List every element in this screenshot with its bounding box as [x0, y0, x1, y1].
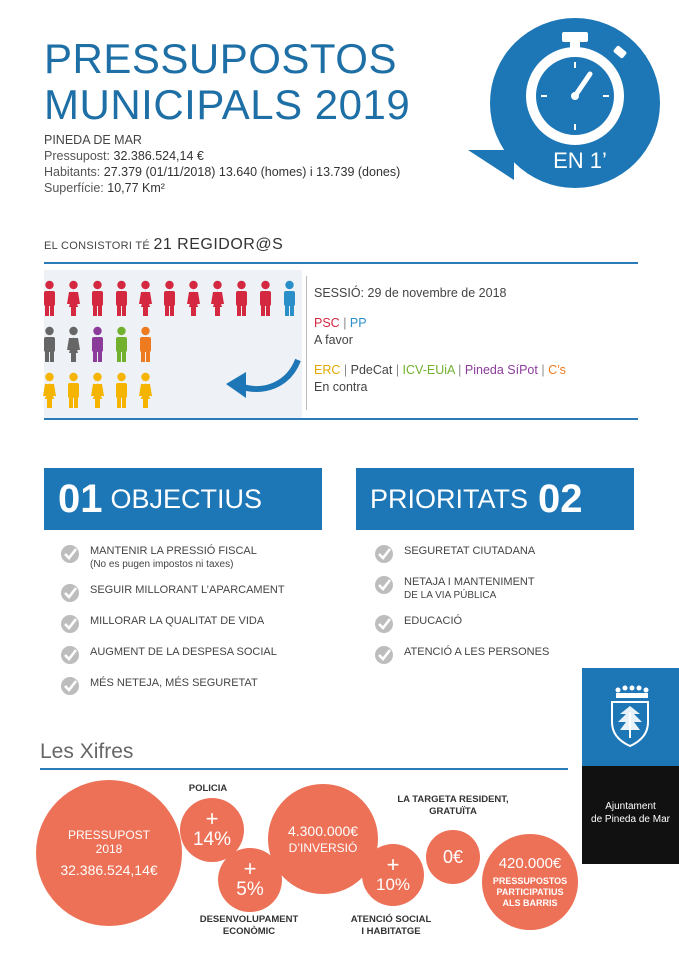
- surface-label: Superfície:: [44, 181, 104, 195]
- objectius-number: 01: [58, 476, 103, 521]
- prioritats-label: PRIORITATS: [370, 483, 529, 514]
- person-icon: [88, 372, 107, 408]
- row-minority-2: [40, 372, 155, 408]
- prioritats-number: 02: [538, 476, 583, 521]
- desenvolupament-label: DESENVOLUPAMENT ECONÒMIC: [199, 914, 299, 937]
- check-icon: [374, 614, 394, 634]
- social-label: ATENCIÓ SOCIAL I HABITATGE: [350, 914, 432, 937]
- check-icon: [60, 583, 80, 603]
- objectius-banner: [44, 468, 322, 530]
- coat-of-arms-icon: [582, 668, 679, 766]
- barris-circle: 420.000€ PRESSUPOSTOS PARTICIPATIUS ALS BARRIS: [482, 834, 578, 930]
- divider: [44, 418, 638, 420]
- prioritats-list: [374, 544, 574, 676]
- favor-text: A favor: [314, 333, 353, 347]
- party-sipot: Pineda SíPot: [464, 363, 538, 377]
- surface-value: 10,77 Km²: [107, 181, 165, 195]
- row-minority-1: [40, 326, 155, 362]
- check-icon: [374, 544, 394, 564]
- objectius-label: OBJECTIUS: [110, 483, 263, 514]
- check-icon: [60, 645, 80, 665]
- person-icon: [112, 280, 131, 316]
- person-icon: [112, 326, 131, 362]
- person-icon: [40, 372, 59, 408]
- party-erc: ERC: [314, 363, 341, 377]
- policia-circle: + 14%: [180, 798, 244, 862]
- consistori-label: EL CONSISTORI TÉ: [44, 240, 151, 252]
- person-icon: [88, 326, 107, 362]
- against-text: En contra: [314, 380, 368, 394]
- title-line-1: PRESSUPOSTOS: [44, 35, 397, 82]
- inhabitants-value: 27.379 (01/11/2018) 13.640 (homes) i 13.739 (dones): [103, 165, 401, 179]
- person-icon: [184, 280, 203, 316]
- session-date: SESSIÓ: 29 de novembre de 2018: [314, 286, 507, 300]
- prioritats-banner: [356, 468, 634, 530]
- person-icon: [64, 280, 83, 316]
- social-circle: + 10%: [362, 844, 424, 906]
- inhabitants-label: Habitants:: [44, 165, 101, 179]
- list-item: AUGMENT DE LA DESPESA SOCIAL: [60, 645, 350, 665]
- session-info: SESSIÓ: 29 de novembre de 2018 PSC | PP A favor ERC | PdeCat | ICV-EUiA | Pineda SíPot | C’s En contra: [314, 285, 644, 396]
- list-item: MILLORAR LA QUALITAT DE VIDA: [60, 614, 350, 634]
- town-info: [44, 132, 400, 196]
- list-item: SEGUIR MILLORANT L’APARCAMENT: [60, 583, 350, 603]
- person-icon: [208, 280, 227, 316]
- desenvolupament-circle: + 5%: [218, 848, 282, 912]
- person-icon: [64, 372, 83, 408]
- targeta-label: LA TARGETA RESIDENT, GRATUÏTA: [397, 794, 509, 817]
- logo-emblem: [582, 668, 679, 766]
- party-icv: ICV-EUiA: [402, 363, 455, 377]
- budget-circle: PRESSUPOST 2018 32.386.524,14€: [36, 780, 182, 926]
- divider: [44, 262, 638, 264]
- policia-label: POLICIA: [188, 783, 228, 794]
- objectius-list: [60, 544, 350, 707]
- person-icon: [160, 280, 179, 316]
- title-line-2: MUNICIPALS 2019: [44, 81, 411, 128]
- party-cs: C’s: [548, 363, 566, 377]
- town-name: PINEDA DE MAR: [44, 133, 142, 147]
- check-icon: [60, 544, 80, 564]
- badge-text: EN 1’: [553, 148, 607, 173]
- targeta-circle: 0€: [426, 830, 480, 884]
- page-title: [44, 36, 464, 128]
- person-icon: [40, 280, 59, 316]
- person-icon: [40, 326, 59, 362]
- logo-line-1: Ajuntament: [605, 801, 656, 812]
- party-psc: PSC: [314, 316, 340, 330]
- person-icon: [136, 280, 155, 316]
- divider-vertical: [306, 276, 307, 410]
- party-pp: PP: [349, 316, 367, 330]
- regidors-count: 21 REGIDOR@S: [153, 236, 284, 253]
- xifres-title: Les Xifres: [40, 740, 134, 763]
- person-icon: [256, 280, 275, 316]
- list-item: ATENCIÓ A LES PERSONES: [374, 645, 574, 665]
- person-icon: [112, 372, 131, 408]
- inversio-circle: 4.300.000€ D’INVERSIÓ: [268, 784, 378, 894]
- consistori-header: [44, 236, 283, 254]
- check-icon: [374, 645, 394, 665]
- check-icon: [374, 575, 394, 595]
- check-icon: [60, 614, 80, 634]
- list-item: MÉS NETEJA, MÉS SEGURETAT: [60, 676, 350, 696]
- list-item: MANTENIR LA PRESSIÓ FISCAL (No es pugen impostos ni taxes): [60, 544, 350, 572]
- party-pdecat: PdeCat: [350, 363, 393, 377]
- budget-label: Pressupost:: [44, 149, 111, 163]
- person-icon: [280, 280, 299, 316]
- divider: [40, 768, 568, 770]
- list-item: NETAJA I MANTENIMENT DE LA VIA PÚBLICA: [374, 575, 574, 603]
- person-icon: [136, 372, 155, 408]
- list-item: SEGURETAT CIUTADANA: [374, 544, 574, 564]
- list-item: EDUCACIÓ: [374, 614, 574, 634]
- row-majority: [40, 280, 299, 316]
- person-icon: [88, 280, 107, 316]
- person-icon: [136, 326, 155, 362]
- check-icon: [60, 676, 80, 696]
- person-icon: [64, 326, 83, 362]
- budget-value: 32.386.524,14 €: [113, 149, 204, 163]
- budget-value: 32.386.524,14€: [60, 862, 158, 878]
- person-icon: [232, 280, 251, 316]
- logo-line-2: de Pineda de Mar: [591, 814, 670, 825]
- arrow-icon: [222, 356, 302, 404]
- logo-text-block: [582, 766, 679, 864]
